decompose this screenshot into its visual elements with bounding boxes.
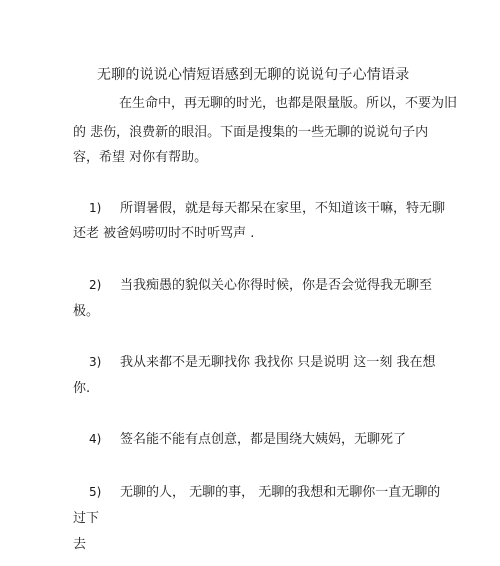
item-number-4: 4)	[89, 432, 102, 446]
item-5-line-2: 过下	[73, 511, 100, 526]
item-2-line-1: 当我痴愚的貌似关心你得时候，你是否会觉得我无聊至	[120, 278, 433, 293]
item-number-2: 2)	[89, 278, 102, 292]
document-title: 无聊的说说心情短语感到无聊的说说句子心情语录	[97, 67, 410, 83]
item-3-line-2: 你.	[73, 381, 91, 396]
item-number-3: 3)	[89, 355, 102, 369]
item-3-line-1: 我从来都不是无聊找你 我找你 只是说明 这一刻 我在想	[120, 355, 436, 370]
item-4-line-1: 签名能不能有点创意，都是围绕大姨妈，无聊死了	[120, 432, 407, 447]
item-number-5: 5)	[89, 485, 102, 499]
intro-line-2: 的 悲伤，浪费新的眼泪。下面是搜集的一些无聊的说说句子内	[73, 125, 429, 140]
item-1-line-2: 还老 被爸妈唠叨时不时听骂声 .	[73, 226, 255, 241]
item-1-line-1: 所谓暑假，就是每天都呆在家里，不知道该干嘛，特无聊	[120, 201, 446, 216]
item-number-1: 1)	[89, 201, 102, 215]
item-2-line-2: 极。	[73, 304, 100, 319]
intro-line-1: 在生命中，再无聊的时光，也都是限量版。所以，不要为旧	[119, 96, 458, 111]
item-5-line-1: 无聊的人， 无聊的事， 无聊的我想和无聊你一直无聊的	[120, 485, 441, 500]
item-5-line-3: 去	[73, 537, 87, 552]
intro-line-3: 容，希望 对你有帮助。	[73, 150, 208, 165]
